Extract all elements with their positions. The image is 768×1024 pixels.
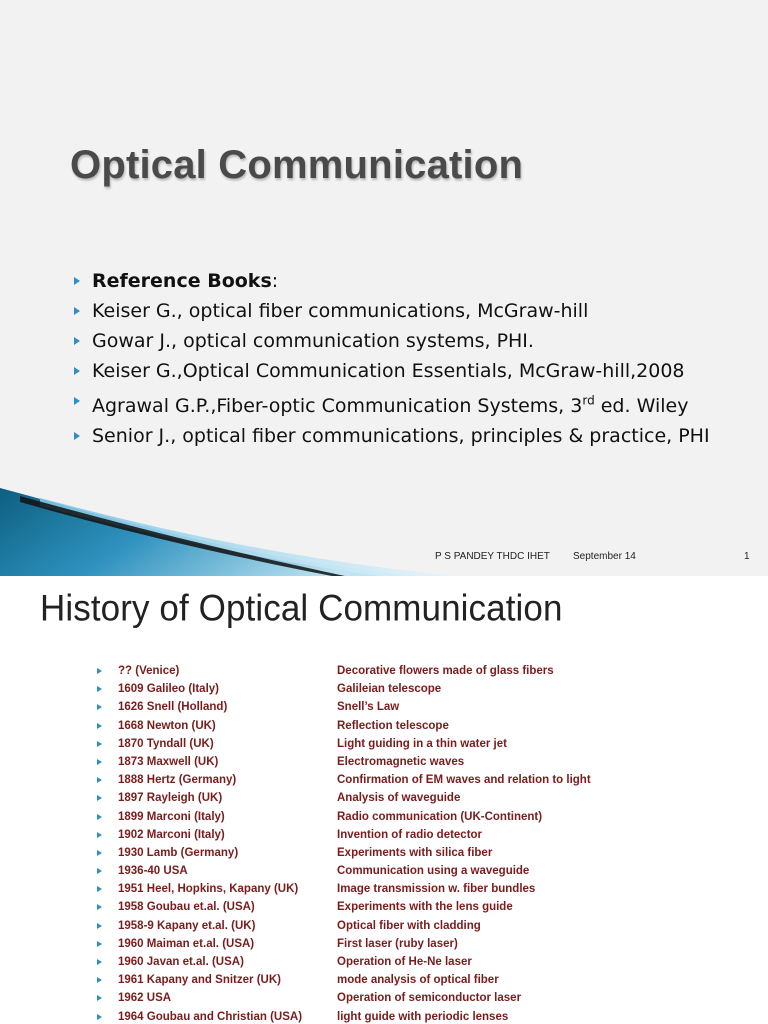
reference-heading: Reference Books xyxy=(92,270,272,292)
slide-title: Optical Communication xyxy=(70,143,524,187)
bullet-arrow-icon xyxy=(74,397,80,405)
history-row xyxy=(97,989,737,1007)
book-entry: Keiser G.,Optical Communication Essentials, McGraw-hill,2008 xyxy=(92,360,685,382)
footer-date: September 14 xyxy=(573,551,636,562)
slide-separator xyxy=(0,576,768,587)
history-event: Snell’s Law xyxy=(337,701,400,714)
history-row xyxy=(97,862,737,880)
history-event: Decorative flowers made of glass fibers xyxy=(337,665,554,677)
history-year-person: 1609 Galileo (Italy) xyxy=(118,683,219,696)
history-event: Invention of radio detector xyxy=(337,828,483,841)
superscript: rd xyxy=(582,394,595,408)
list-item xyxy=(74,268,714,294)
history-row xyxy=(97,898,737,916)
book-entry: Keiser G., optical fiber communications, McGraw-hill xyxy=(92,300,589,322)
history-list xyxy=(97,662,737,1024)
history-event: Reflection telescope xyxy=(337,719,449,732)
history-event: Light guiding in a thin water jet xyxy=(337,737,507,750)
history-year-person: 1964 Goubau and Christian (USA) xyxy=(118,1010,303,1023)
history-event: Communication using a waveguide xyxy=(337,865,530,878)
history-row xyxy=(97,808,737,826)
bullet-arrow-icon xyxy=(97,704,102,710)
history-year-person: 1936-40 USA xyxy=(118,865,188,878)
bullet-arrow-icon xyxy=(74,307,80,315)
history-year-person: 1888 Hertz (Germany) xyxy=(118,774,237,787)
book-entry: Senior J., optical fiber communications, principles & practice, PHI xyxy=(92,425,710,448)
history-event: Operation of semiconductor laser xyxy=(337,992,522,1005)
history-event: Analysis of waveguide xyxy=(337,792,461,805)
bullet-arrow-icon xyxy=(97,923,102,929)
history-year-person: 1958 Goubau et.al. (USA) xyxy=(118,901,255,914)
bullet-arrow-icon xyxy=(97,759,102,765)
history-row xyxy=(97,844,737,862)
bullet-arrow-icon xyxy=(97,723,102,729)
history-row xyxy=(97,826,737,844)
history-event: light guide with periodic lenses xyxy=(337,1010,509,1023)
history-row xyxy=(97,680,737,698)
history-row xyxy=(97,753,737,771)
history-year-person: 1902 Marconi (Italy) xyxy=(118,828,225,841)
history-year-person: 1961 Kapany and Snitzer (UK) xyxy=(118,974,281,987)
bullet-arrow-icon xyxy=(97,777,102,783)
bullet-arrow-icon xyxy=(97,1014,102,1020)
book-text: Agrawal G.P.,Fiber-optic Communication Systems, 3 xyxy=(92,395,583,418)
bullet-arrow-icon xyxy=(97,904,102,910)
history-row xyxy=(97,917,737,935)
bullet-arrow-icon xyxy=(97,995,102,1001)
history-event: Image transmission w. fiber bundles xyxy=(337,883,536,896)
bullet-arrow-icon xyxy=(97,668,102,674)
history-row xyxy=(97,880,737,898)
book-entry-agrawal xyxy=(92,395,688,417)
history-event: First laser (ruby laser) xyxy=(337,937,458,950)
history-row xyxy=(97,698,737,716)
bullet-arrow-icon xyxy=(97,977,102,983)
history-row xyxy=(97,717,737,735)
bullet-arrow-icon xyxy=(97,814,102,820)
footer-author: P S PANDEY THDC IHET xyxy=(435,551,550,562)
history-year-person: 1930 Lamb (Germany) xyxy=(118,846,239,859)
history-year-person: 1899 Marconi (Italy) xyxy=(118,810,225,823)
history-row xyxy=(97,789,737,807)
history-event: Operation of He-Ne laser xyxy=(337,956,472,968)
history-year-person: ?? (Venice) xyxy=(118,665,180,677)
slide-2 xyxy=(0,587,768,1024)
history-event: Optical fiber with cladding xyxy=(337,919,481,932)
history-row xyxy=(97,735,737,753)
history-year-person: 1951 Heel, Hopkins, Kapany (UK) xyxy=(118,883,299,896)
bullet-arrow-icon xyxy=(74,367,80,375)
history-event: Galileian telescope xyxy=(337,683,442,696)
bullet-arrow-icon xyxy=(97,741,102,747)
history-year-person: 1668 Newton (UK) xyxy=(118,719,216,732)
bullet-arrow-icon xyxy=(74,277,80,285)
history-row xyxy=(97,971,737,989)
list-item xyxy=(74,423,714,449)
history-year-person: 1960 Javan et.al. (USA) xyxy=(118,956,244,968)
list-item xyxy=(74,388,714,419)
book-entry: Gowar J., optical communication systems, PHI. xyxy=(92,330,534,352)
bullet-arrow-icon xyxy=(74,432,80,440)
history-event: mode analysis of optical fiber xyxy=(337,974,499,987)
history-year-person: 1626 Snell (Holland) xyxy=(118,701,228,714)
history-year-person: 1897 Rayleigh (UK) xyxy=(118,792,223,805)
bullet-arrow-icon xyxy=(97,686,102,692)
history-year-person: 1870 Tyndall (UK) xyxy=(118,737,214,750)
history-event: Experiments with silica fiber xyxy=(337,846,493,859)
history-year-person: 1962 USA xyxy=(118,992,172,1005)
history-row xyxy=(97,953,737,971)
history-row xyxy=(97,662,737,680)
list-item xyxy=(74,328,714,354)
bullet-arrow-icon xyxy=(97,959,102,965)
history-row xyxy=(97,935,737,953)
history-event: Electromagnetic waves xyxy=(337,755,465,768)
list-item xyxy=(74,358,714,384)
footer-page-number: 1 xyxy=(744,551,750,562)
list-item xyxy=(74,298,714,324)
history-row xyxy=(97,771,737,789)
reference-list xyxy=(74,268,714,453)
bullet-arrow-icon xyxy=(97,886,102,892)
history-year-person: 1960 Maiman et.al. (USA) xyxy=(118,937,255,950)
history-event: Experiments with the lens guide xyxy=(337,901,513,914)
book-text: ed. Wiley xyxy=(594,395,689,418)
heading-colon: : xyxy=(271,270,279,292)
bullet-arrow-icon xyxy=(97,850,102,856)
history-year-person: 1873 Maxwell (UK) xyxy=(118,755,219,768)
bullet-arrow-icon xyxy=(97,795,102,801)
bullet-arrow-icon xyxy=(74,337,80,345)
slide-title: History of Optical Communication xyxy=(40,588,563,629)
bullet-arrow-icon xyxy=(97,832,102,838)
bullet-arrow-icon xyxy=(97,868,102,874)
bullet-arrow-icon xyxy=(97,941,102,947)
history-event: Radio communication (UK-Continent) xyxy=(337,810,543,823)
history-event: Confirmation of EM waves and relation to light xyxy=(337,774,591,787)
history-row xyxy=(97,1008,737,1024)
history-year-person: 1958-9 Kapany et.al. (UK) xyxy=(118,919,256,932)
